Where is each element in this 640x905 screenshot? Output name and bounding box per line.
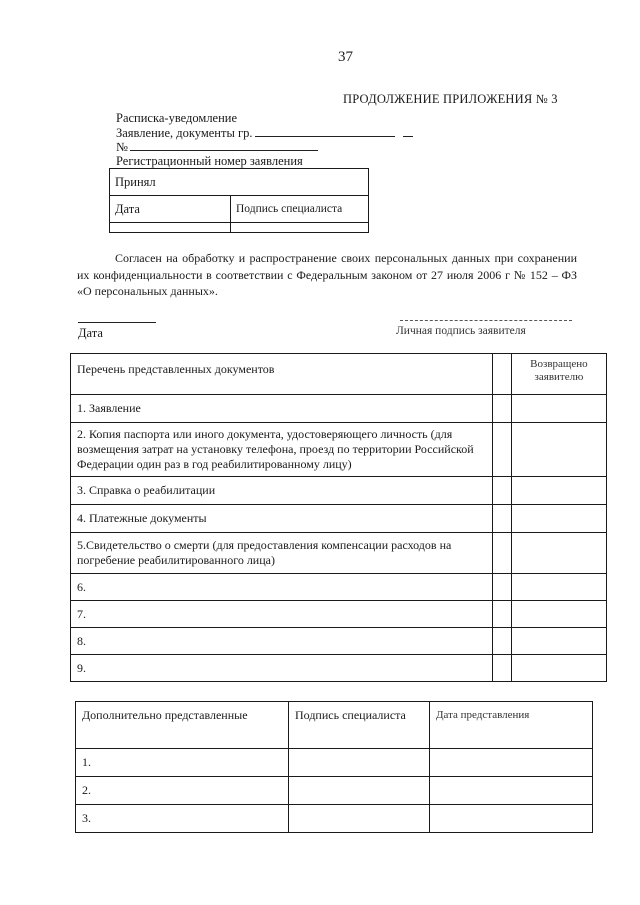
receipt-title: Расписка-уведомление — [116, 111, 238, 125]
additional-signature — [289, 749, 430, 777]
document-item: 1. Заявление — [71, 395, 493, 423]
returned-header: Возвращено заявителю — [511, 354, 606, 395]
table-row — [71, 505, 607, 533]
document-mark — [493, 628, 511, 655]
number-label: № — [116, 140, 128, 154]
document-item: 7. — [71, 601, 493, 628]
document-item: 6. — [71, 574, 493, 601]
specialist-signature-cell: Подпись специалиста — [231, 196, 369, 223]
document-mark — [493, 655, 511, 682]
applicant-signature-label: Личная подпись заявителя — [396, 325, 526, 337]
table-row — [76, 749, 593, 777]
table-row — [71, 533, 607, 574]
receipt-table — [109, 168, 369, 233]
document-returned — [511, 423, 606, 477]
additional-signature — [289, 777, 430, 805]
documents-table — [70, 353, 607, 682]
document-item: 5.Свидетельство о смерти (для предоставления компенсации расходов на погребение реабилитированного лица) — [71, 533, 493, 574]
document-returned — [511, 574, 606, 601]
receipt-date-value — [110, 223, 231, 233]
statement-line — [116, 126, 413, 141]
table-row — [71, 477, 607, 505]
additional-item: 1. — [76, 749, 289, 777]
document-item: 3. Справка о реабилитации — [71, 477, 493, 505]
table-row — [71, 395, 607, 423]
document-mark — [493, 477, 511, 505]
additional-item: 2. — [76, 777, 289, 805]
appendix-title: ПРОДОЛЖЕНИЕ ПРИЛОЖЕНИЯ № 3 — [343, 92, 558, 106]
additional-item: 3. — [76, 805, 289, 833]
document-returned — [511, 628, 606, 655]
additional-signature — [289, 805, 430, 833]
table-row — [71, 628, 607, 655]
document-mark — [493, 601, 511, 628]
receipt-date-cell: Дата — [110, 196, 231, 223]
document-mark — [493, 505, 511, 533]
table-row — [76, 777, 593, 805]
consent-text: Согласен на обработку и распространение своих персональных данных при сохранении их конфиденциальности в соответствии с Федеральным законом от 27 июля 2006 г № 152 – ФЗ «О персональных данных». — [77, 251, 577, 298]
documents-header: Перечень представленных документов — [71, 354, 493, 395]
document-returned — [511, 505, 606, 533]
statement-name-blank — [255, 136, 395, 137]
document-mark — [493, 574, 511, 601]
document-mark — [493, 395, 511, 423]
table-row — [71, 601, 607, 628]
receipt-signature-value — [231, 223, 369, 233]
document-returned — [511, 601, 606, 628]
number-blank — [130, 150, 318, 151]
submission-date-header: Дата представления — [430, 702, 593, 749]
page-number: 37 — [338, 49, 353, 65]
table-row — [76, 805, 593, 833]
document-returned — [511, 477, 606, 505]
document-item: 2. Копия паспорта или иного документа, удостоверяющего личность (для возмещения затрат на установку телефона, проезд по территории Российской Федерации один раз в год реабилитированному лицу) — [71, 423, 493, 477]
additional-header: Дополнительно представленные — [76, 702, 289, 749]
table-row — [71, 655, 607, 682]
table-row — [71, 574, 607, 601]
reg-number-label: Регистрационный номер заявления — [116, 154, 303, 168]
additional-date — [430, 749, 593, 777]
additional-date — [430, 777, 593, 805]
document-mark — [493, 533, 511, 574]
additional-date — [430, 805, 593, 833]
number-line — [116, 140, 318, 155]
statement-extra-blank — [403, 136, 413, 137]
table-row — [71, 423, 607, 477]
document-returned — [511, 395, 606, 423]
documents-mark-header — [493, 354, 511, 395]
document-returned — [511, 533, 606, 574]
document-item: 8. — [71, 628, 493, 655]
applicant-signature-line — [400, 320, 572, 321]
document-item: 4. Платежные документы — [71, 505, 493, 533]
document-item: 9. — [71, 655, 493, 682]
additional-table — [75, 701, 593, 833]
document-returned — [511, 655, 606, 682]
signature-date-label: Дата — [78, 326, 103, 340]
document-mark — [493, 423, 511, 477]
date-signature-line — [78, 322, 156, 323]
statement-label: Заявление, документы гр. — [116, 126, 253, 140]
accepted-cell: Принял — [110, 169, 369, 196]
specialist-signature-header: Подпись специалиста — [289, 702, 430, 749]
